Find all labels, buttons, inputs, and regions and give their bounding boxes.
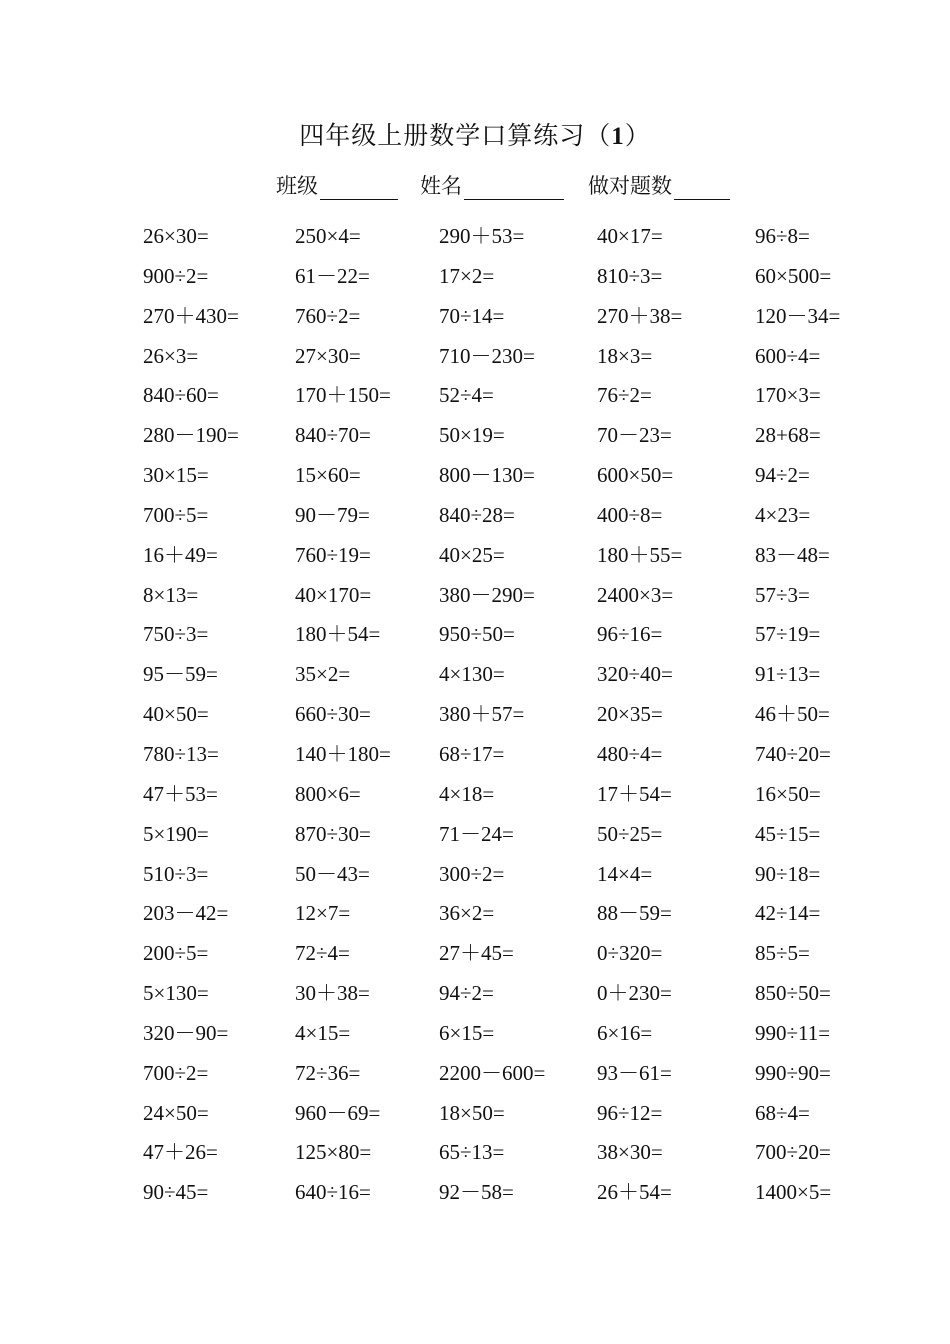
problem-item: 18×50= (439, 1100, 505, 1125)
problem-item: 990÷11= (755, 1020, 831, 1045)
problem-item: 740÷20= (755, 741, 831, 766)
problem-row (0, 654, 950, 694)
problem-item: 61－22= (295, 263, 370, 288)
problem-item: 14×4= (597, 861, 653, 886)
problem-item: 840÷60= (143, 383, 219, 408)
problem-item: 27×30= (295, 343, 361, 368)
problem-item: 600×50= (597, 463, 674, 488)
problem-row (0, 614, 950, 654)
class-blank[interactable] (320, 173, 398, 200)
title-close: ） (624, 123, 651, 150)
problem-item: 93－61= (597, 1060, 672, 1085)
problem-row (0, 734, 950, 774)
problem-item: 17×2= (439, 263, 495, 288)
problem-item: 840÷28= (439, 502, 515, 527)
problem-item: 24×50= (143, 1100, 209, 1125)
problem-item: 20×35= (597, 702, 663, 727)
problem-row (0, 375, 950, 415)
problem-item: 840÷70= (295, 423, 371, 448)
problem-item: 660÷30= (295, 702, 371, 727)
problem-item: 42÷14= (755, 901, 821, 926)
problem-item: 810÷3= (597, 263, 663, 288)
problem-item: 12×7= (295, 901, 351, 926)
problem-item: 700÷5= (143, 502, 209, 527)
problem-item: 36×2= (439, 901, 495, 926)
problem-item: 2400×3= (597, 582, 674, 607)
problem-item: 170×3= (755, 383, 821, 408)
problem-row (0, 216, 950, 256)
problem-item: 480÷4= (597, 741, 663, 766)
problem-item: 170＋150= (295, 383, 391, 408)
problem-item: 203－42= (143, 901, 229, 926)
problem-row (0, 1093, 950, 1133)
problem-row (0, 854, 950, 894)
problem-item: 91÷13= (755, 662, 821, 687)
problem-item: 18×3= (597, 343, 653, 368)
problem-item: 125×80= (295, 1140, 372, 1165)
problem-item: 70－23= (597, 423, 672, 448)
problem-item: 40×170= (295, 582, 372, 607)
problem-item: 96÷8= (755, 224, 810, 248)
problem-row (0, 814, 950, 854)
problem-item: 83－48= (755, 542, 830, 567)
problem-item: 320÷40= (597, 662, 673, 687)
problem-row (0, 1172, 950, 1212)
problem-item: 17＋54= (597, 781, 672, 806)
problem-item: 750÷3= (143, 622, 209, 647)
problem-item: 760÷2= (295, 303, 361, 328)
problem-item: 76÷2= (597, 383, 652, 408)
problem-item: 72÷36= (295, 1060, 361, 1085)
problem-item: 38×30= (597, 1140, 663, 1165)
problem-item: 94÷2= (755, 463, 810, 488)
problem-row (0, 575, 950, 615)
correct-count-label: 做对题数 (588, 174, 672, 198)
problem-item: 5×190= (143, 821, 209, 846)
problem-item: 6×15= (439, 1020, 495, 1045)
problem-item: 5×130= (143, 981, 209, 1006)
problem-item: 4×18= (439, 781, 495, 806)
problem-item: 510÷3= (143, 861, 209, 886)
problem-item: 180＋54= (295, 622, 381, 647)
problem-item: 30＋38= (295, 981, 370, 1006)
problem-item: 95－59= (143, 662, 218, 687)
problem-row (0, 336, 950, 376)
problem-item: 52÷4= (439, 383, 494, 408)
title-number: 1 (611, 123, 625, 150)
problem-item: 710－230= (439, 343, 535, 368)
class-field (276, 170, 398, 200)
problem-item: 280－190= (143, 423, 239, 448)
problem-item: 26×30= (143, 224, 209, 248)
problem-item: 26＋54= (597, 1180, 672, 1205)
problem-item: 400÷8= (597, 502, 663, 527)
problem-item: 90÷45= (143, 1180, 209, 1205)
correct-count-blank[interactable] (674, 173, 730, 200)
correct-count-field (588, 170, 730, 200)
problem-item: 28+68= (755, 423, 821, 448)
problem-item: 800×6= (295, 781, 361, 806)
name-field (420, 170, 564, 200)
problem-item: 250×4= (295, 224, 361, 248)
problem-item: 47＋53= (143, 781, 218, 806)
problem-item: 320－90= (143, 1020, 229, 1045)
problem-item: 47＋26= (143, 1140, 218, 1165)
page-title (0, 116, 950, 152)
problem-item: 46＋50= (755, 702, 830, 727)
problem-item: 760÷19= (295, 542, 371, 567)
class-label: 班级 (276, 174, 318, 198)
problem-row (0, 415, 950, 455)
problem-item: 16×50= (755, 781, 821, 806)
problem-item: 4×15= (295, 1020, 351, 1045)
problem-item: 27＋45= (439, 941, 514, 966)
problem-item: 1400×5= (755, 1180, 832, 1205)
problem-item: 40×25= (439, 542, 505, 567)
problem-row (0, 1132, 950, 1172)
problem-item: 40×17= (597, 224, 663, 248)
problem-row (0, 973, 950, 1013)
problem-row (0, 893, 950, 933)
problem-item: 88－59= (597, 901, 672, 926)
problem-item: 94÷2= (439, 981, 494, 1006)
problem-item: 8×13= (143, 582, 199, 607)
problem-row (0, 495, 950, 535)
problem-item: 70÷14= (439, 303, 505, 328)
problem-item: 870÷30= (295, 821, 371, 846)
problem-item: 640÷16= (295, 1180, 371, 1205)
problem-item: 990÷90= (755, 1060, 831, 1085)
problem-row (0, 256, 950, 296)
problem-item: 96÷16= (597, 622, 663, 647)
problem-item: 960－69= (295, 1100, 381, 1125)
problem-item: 50÷25= (597, 821, 663, 846)
problem-item: 0÷320= (597, 941, 663, 966)
problem-row (0, 455, 950, 495)
problem-item: 180＋55= (597, 542, 683, 567)
problem-item: 780÷13= (143, 741, 219, 766)
problem-item: 96÷12= (597, 1100, 663, 1125)
problem-item: 700÷2= (143, 1060, 209, 1085)
title-text: 四年级上册数学口算练习（ (299, 123, 612, 150)
problem-row (0, 1013, 950, 1053)
problem-item: 140＋180= (295, 741, 391, 766)
problem-item: 35×2= (295, 662, 351, 687)
problem-row (0, 774, 950, 814)
problem-item: 68÷17= (439, 741, 505, 766)
problem-item: 50－43= (295, 861, 370, 886)
problem-item: 800－130= (439, 463, 535, 488)
problem-item: 16＋49= (143, 542, 218, 567)
problem-row (0, 933, 950, 973)
problem-item: 120－34= (755, 303, 841, 328)
problem-item: 4×130= (439, 662, 505, 687)
problem-item: 90÷18= (755, 861, 821, 886)
name-blank[interactable] (464, 173, 564, 200)
problem-item: 65÷13= (439, 1140, 505, 1165)
problem-item: 30×15= (143, 463, 209, 488)
problem-item: 200÷5= (143, 941, 209, 966)
problem-row (0, 535, 950, 575)
problem-item: 270＋38= (597, 303, 683, 328)
problem-item: 300÷2= (439, 861, 505, 886)
problem-item: 2200－600= (439, 1060, 546, 1085)
problem-item: 600÷4= (755, 343, 821, 368)
problem-item: 4×23= (755, 502, 811, 527)
problem-item: 50×19= (439, 423, 505, 448)
problem-row (0, 694, 950, 734)
problem-item: 40×50= (143, 702, 209, 727)
problem-item: 68÷4= (755, 1100, 810, 1125)
problem-item: 57÷3= (755, 582, 810, 607)
problem-item: 0＋230= (597, 981, 672, 1006)
problem-item: 270＋430= (143, 303, 239, 328)
problem-item: 15×60= (295, 463, 361, 488)
problem-row (0, 296, 950, 336)
problem-grid (0, 216, 950, 1212)
problem-item: 85÷5= (755, 941, 810, 966)
problem-item: 850÷50= (755, 981, 831, 1006)
problem-item: 380＋57= (439, 702, 525, 727)
problem-item: 45÷15= (755, 821, 821, 846)
problem-item: 900÷2= (143, 263, 209, 288)
problem-item: 92－58= (439, 1180, 514, 1205)
problem-row (0, 1053, 950, 1093)
name-label: 姓名 (420, 174, 462, 198)
problem-item: 90－79= (295, 502, 370, 527)
problem-item: 26×3= (143, 343, 199, 368)
problem-item: 700÷20= (755, 1140, 831, 1165)
problem-item: 6×16= (597, 1020, 653, 1045)
problem-item: 71－24= (439, 821, 514, 846)
problem-item: 60×500= (755, 263, 832, 288)
problem-item: 290＋53= (439, 224, 525, 248)
problem-item: 950÷50= (439, 622, 515, 647)
problem-item: 380－290= (439, 582, 535, 607)
problem-item: 72÷4= (295, 941, 350, 966)
problem-item: 57÷19= (755, 622, 821, 647)
